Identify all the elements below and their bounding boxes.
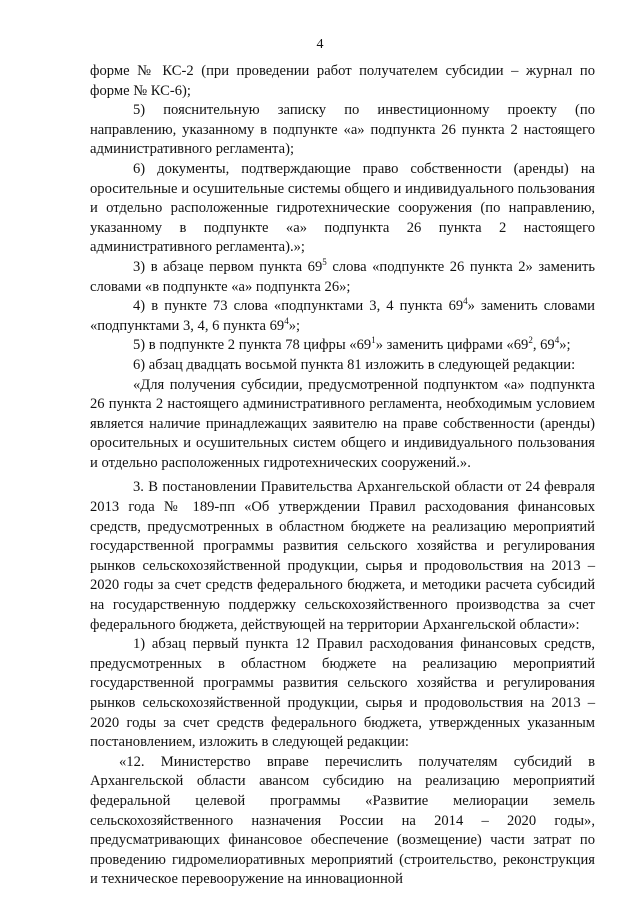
paragraph-amend-4: [90, 297, 595, 336]
paragraph-quote-12: «12. Министерство вправе перечислить получателям субсидий в Архангельской области авансом субсидию на реализацию мероприятий федеральной целевой программы «Развитие мелиорации земель сельскохозяйственного назначения России на 2014 – 2020 годы», предусматривающих финансовое обеспечение (возмещение) части затрат по проведению гидромелиоративных мероприятий (строительство, реконструкция и техническое перевооружение на инновационной: [90, 753, 595, 888]
superscript: 2: [528, 335, 533, 346]
paragraph-continuation: форме № КС-2 (при проведении работ получателем субсидии – журнал по форме № КС-6);: [90, 63, 595, 99]
text-segment: 5) в подпункте 2 пункта 78 цифры «69: [133, 337, 372, 354]
text-segment: » заменить цифрами «69: [375, 337, 529, 354]
text-segment: 4) в пункте 73 слова «подпунктами 3, 4 пункта 69: [133, 298, 464, 315]
text-segment: »;: [288, 317, 301, 334]
superscript: 1: [371, 335, 376, 346]
superscript: 4: [554, 335, 560, 346]
paragraph-amend-3: [90, 258, 595, 297]
text-segment: слова «подпункте 26 пункта 2» заменить словами «в подпункте «а» подпункта 26»;: [90, 258, 595, 295]
superscript: 4: [284, 315, 289, 326]
paragraph-amend-6: 6) абзац двадцать восьмой пункта 81 изложить в следующей редакции:: [133, 356, 576, 373]
page-number: 4: [316, 37, 324, 52]
paragraph-quote-81: «Для получения субсидии, предусмотренной подпунктом «а» подпункта 26 пункта 2 настоящего административного регламента, необходимым условием является наличие принадлежащих заявителю на праве собственности (аренды) оросительных и осушительных систем общего и индивидуального пользования и отдельно расположенных гидротехнических сооружений.».: [90, 376, 595, 471]
text-segment: 3) в абзаце первом пункта 69: [133, 258, 323, 275]
text-segment: »;: [559, 337, 571, 354]
text-segment: » заменить словами «подпунктами 3, 4, 6 пункта 69: [90, 298, 595, 334]
paragraph-item-6: 6) документы, подтверждающие право собственности (аренды) на оросительные и осушительные системы общего и индивидуального пользования и отдельно расположенные гидротехнические сооружения (по направлению, указанному в подпункте «а» подпункта 26 пункта 2 настоящего административного регламента).»;: [90, 160, 595, 256]
superscript: 4: [463, 296, 468, 307]
superscript: 5: [322, 256, 327, 267]
paragraph-amend-5: [90, 336, 595, 356]
document-body: [90, 62, 595, 890]
paragraph-item-5: 5) пояснительную записку по инвестиционному проекту (по направлению, указанному в подпункте «а» подпункта 26 пункта 2 настоящего административного регламента);: [90, 102, 595, 158]
text-segment: , 69: [532, 337, 555, 354]
paragraph-section-3: 3. В постановлении Правительства Архангельской области от 24 февраля 2013 года № 189-пп «Об утверждении Правил расходования финансовых средств, предусмотренных в областном бюджете на реализацию мероприятий государственной программы развития сельского хозяйства и регулирования рынков сельскохозяйственной продукции, сырья и продовольствия на 2013 – 2020 годы за счет средств федерального бюджета, и методики расчета субсидий на государственную поддержку сельскохозяйственного производства за счет федерального бюджета, действующей на территории Архангельской области»:: [90, 479, 595, 633]
paragraph-amend-12: 1) абзац первый пункта 12 Правил расходования финансовых средств, предусмотренных в областном бюджете на реализацию мероприятий государственной программы развития сельского хозяйства и регулирования рынков сельскохозяйственной продукции, сырья и продовольствия на 2013 – 2020 годы за счет средств федерального бюджета, утвержденных указанным постановлением, изложить в следующей редакции:: [90, 636, 595, 751]
